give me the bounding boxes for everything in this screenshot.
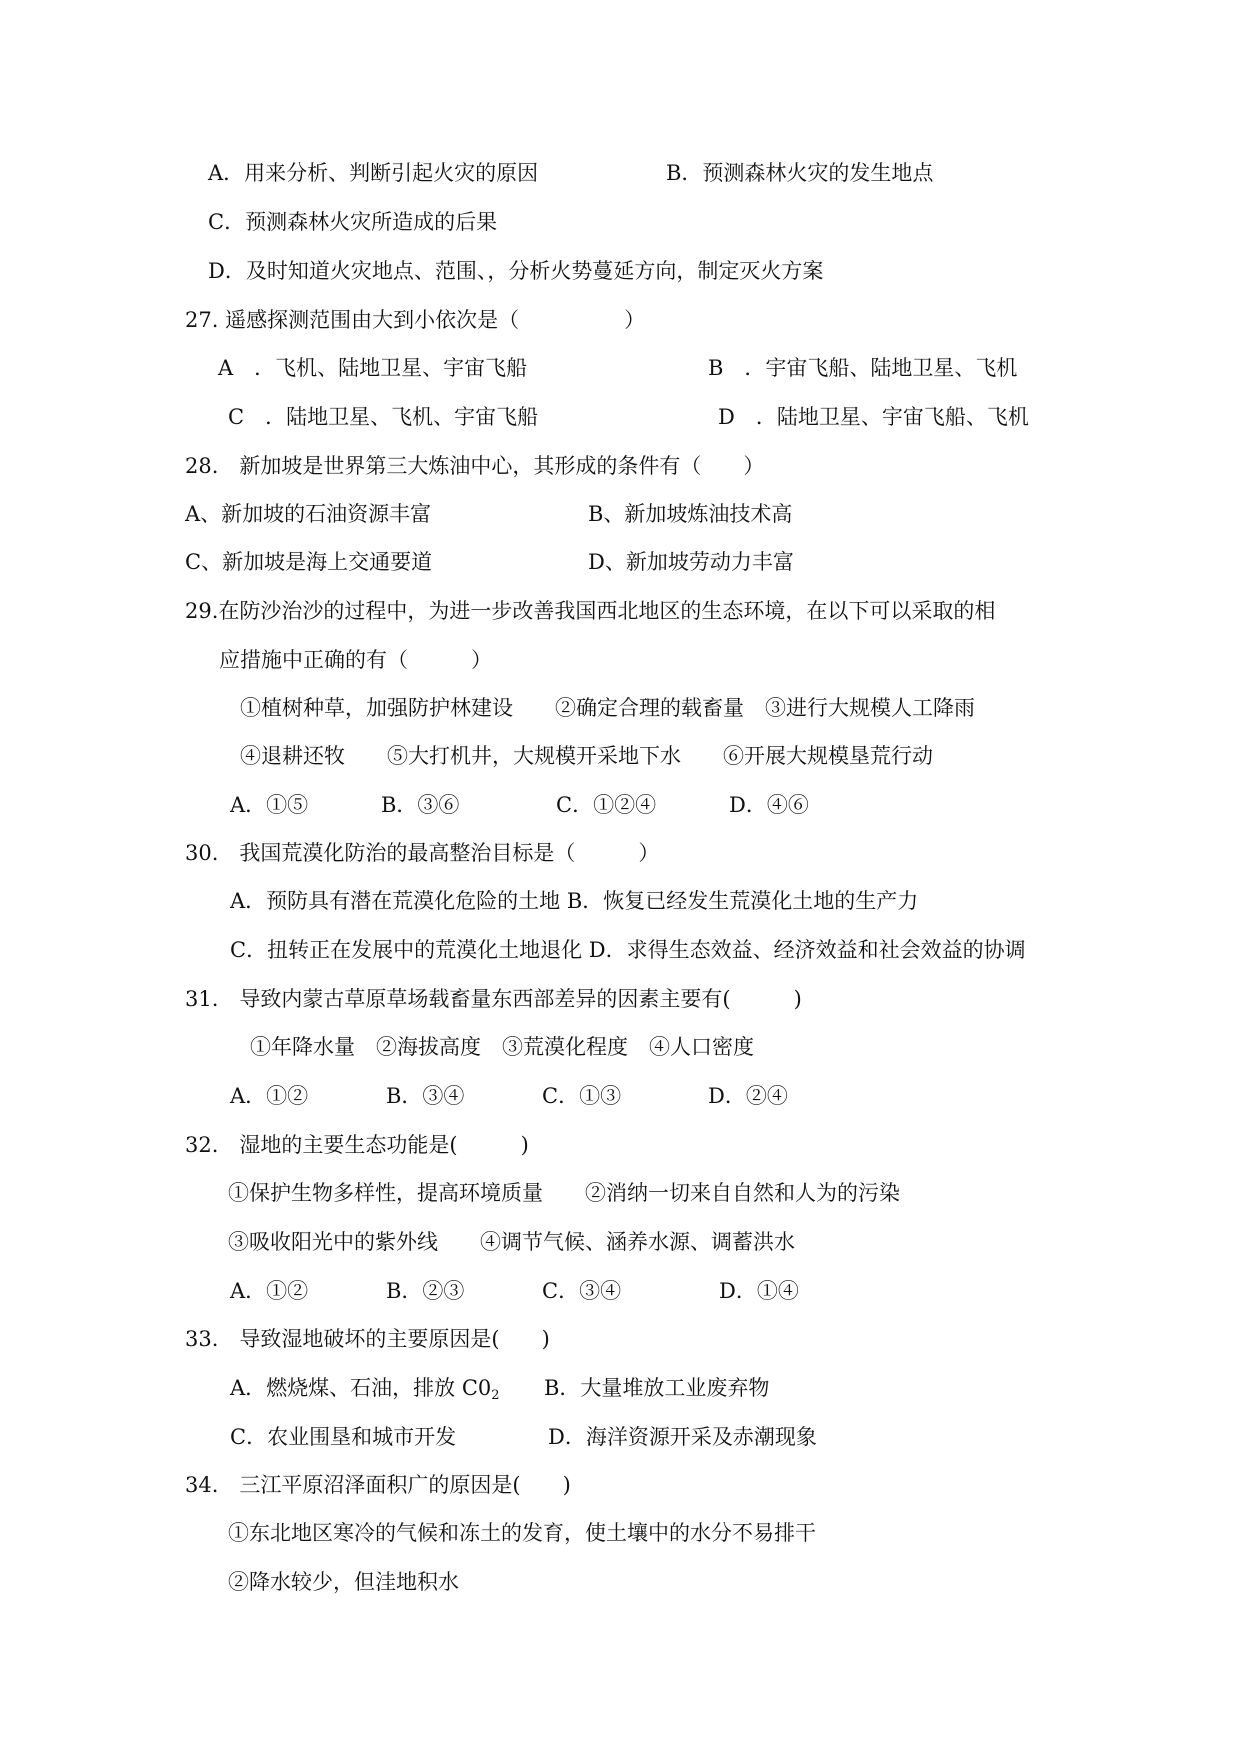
- q26-option-d: D．及时知道火灾地点、范围、，分析火势蔓延方向，制定灭火方案: [208, 259, 824, 283]
- q32-stem: 32. 湿地的主要生态功能是( ): [185, 1133, 529, 1157]
- q26-option-a: A．用来分析、判断引起火灾的原因: [208, 161, 539, 185]
- q32-items-line-2: [228, 1227, 795, 1257]
- q30-options-line-2: [230, 935, 1026, 965]
- q31-option-d: D．②④: [708, 1084, 788, 1108]
- q27-option-b: B ．宇宙飞船、陆地卫星、飞机: [708, 356, 1018, 380]
- q33-option-a-line: [230, 1373, 500, 1411]
- q34-item-1: ①东北地区寒冷的气候和冻土的发育，使土壤中的水分不易排干: [228, 1521, 816, 1545]
- q27-option-c: C ．陆地卫星、飞机、宇宙飞船: [228, 405, 539, 429]
- q29-stem-part1: 29.在防沙治沙的过程中，为进一步改善我国西北地区的生态环境，在以下可以采取的相: [185, 599, 996, 623]
- q33-option-b: B．大量堆放工业废弃物: [544, 1376, 770, 1400]
- q26-option-d-line: [208, 256, 823, 286]
- q29-option-a: A．①⑤: [230, 793, 309, 817]
- q30-stem: 30. 我国荒漠化防治的最高整治目标是（ ）: [185, 841, 660, 865]
- q29-items-1: ①植树种草，加强防护林建设 ②确定合理的载畜量 ③进行大规模人工降雨: [240, 696, 975, 720]
- q28-option-b-line: [588, 499, 792, 529]
- q26-option-a-line: [208, 158, 538, 188]
- q33-co2-subscript: 2: [491, 1388, 500, 1403]
- q31-stem: 31. 导致内蒙古草原草场载畜量东西部差异的因素主要有( ): [185, 987, 802, 1011]
- q32-option-c-line: [542, 1276, 621, 1306]
- q29-option-b: B．③⑥: [381, 793, 460, 817]
- q33-option-c: C．农业围垦和城市开发: [230, 1425, 457, 1449]
- q27-option-a: A ．飞机、陆地卫星、宇宙飞船: [218, 356, 528, 380]
- q31-stem-line: [185, 984, 802, 1014]
- q29-option-c-line: [556, 790, 656, 820]
- q27-option-a-line: [218, 353, 527, 383]
- q31-items: ①年降水量 ②海拔高度 ③荒漠化程度 ④人口密度: [250, 1035, 754, 1059]
- q32-option-b-line: [386, 1276, 464, 1306]
- q29-stem-line-1: [185, 596, 995, 626]
- q29-stem-part2: 应措施中正确的有（ ）: [219, 648, 492, 672]
- q31-option-c-line: [542, 1081, 621, 1111]
- q32-option-a-line: [230, 1276, 308, 1306]
- q29-items-2: ④退耕还牧 ⑤大打机井，大规模开采地下水 ⑥开展大规模垦荒行动: [240, 744, 933, 768]
- q28-option-a: A、新加坡的石油资源丰富: [185, 502, 432, 526]
- q28-stem-line: [185, 451, 764, 481]
- q26-option-c-line: [208, 207, 497, 237]
- q29-items-line-1: [240, 693, 975, 723]
- q29-items-line-2: [240, 741, 933, 771]
- q33-option-b-line: [544, 1373, 769, 1403]
- q26-option-c: C．预测森林火灾所造成的后果: [208, 210, 498, 234]
- q27-option-d-line: [718, 402, 1029, 432]
- q27-stem-line: [185, 305, 645, 335]
- q32-option-c: C．③④: [542, 1279, 622, 1303]
- q29-option-c: C．①②④: [556, 793, 657, 817]
- q33-option-c-line: [230, 1422, 456, 1452]
- q27-stem: 27. 遥感探测范围由大到小依次是（ ）: [185, 308, 646, 332]
- q28-option-c-line: [185, 547, 432, 577]
- q33-option-a: A．燃烧煤、石油，排放 C0: [230, 1376, 492, 1400]
- q32-option-d: D．①④: [719, 1279, 799, 1303]
- q32-items-2: ③吸收阳光中的紫外线 ④调节气候、涵养水源、调蓄洪水: [228, 1230, 795, 1254]
- q33-option-d: D．海洋资源开采及赤潮现象: [548, 1425, 817, 1449]
- q31-option-a: A．①②: [230, 1084, 309, 1108]
- q27-option-b-line: [708, 353, 1017, 383]
- q32-option-a: A．①②: [230, 1279, 309, 1303]
- q30-options-cd: C．扭转正在发展中的荒漠化土地退化 D．求得生态效益、经济效益和社会效益的协调: [230, 938, 1026, 962]
- q28-option-b: B、新加坡炼油技术高: [588, 502, 793, 526]
- q32-option-d-line: [719, 1276, 799, 1306]
- q29-option-d: D．④⑥: [729, 793, 809, 817]
- q31-items-line: [250, 1032, 754, 1062]
- q28-stem: 28. 新加坡是世界第三大炼油中心，其形成的条件有（ ）: [185, 454, 765, 478]
- q29-option-a-line: [230, 790, 308, 820]
- q30-options-line-1: [230, 886, 918, 916]
- q31-option-c: C．①③: [542, 1084, 622, 1108]
- q34-stem: 34. 三江平原沼泽面积广的原因是( ): [185, 1473, 571, 1497]
- q27-option-c-line: [228, 402, 538, 432]
- q26-option-b: B．预测森林火灾的发生地点: [666, 161, 934, 185]
- q31-option-a-line: [230, 1081, 308, 1111]
- q28-option-d: D、新加坡劳动力丰富: [588, 550, 794, 574]
- q34-item-2-line: [228, 1567, 459, 1597]
- q34-item-2: ②降水较少，但洼地积水: [228, 1570, 459, 1594]
- q31-option-b-line: [386, 1081, 464, 1111]
- q32-items-1: ①保护生物多样性，提高环境质量 ②消纳一切来自自然和人为的污染: [228, 1181, 900, 1205]
- q28-option-d-line: [588, 547, 794, 577]
- q28-option-c: C、新加坡是海上交通要道: [185, 550, 433, 574]
- q29-option-d-line: [729, 790, 809, 820]
- q31-option-b: B．③④: [386, 1084, 465, 1108]
- q33-stem-line: [185, 1324, 550, 1354]
- q27-option-d: D ．陆地卫星、宇宙飞船、飞机: [718, 405, 1029, 429]
- q29-stem-line-2: [219, 645, 492, 675]
- q30-options-ab: A．预防具有潜在荒漠化危险的土地 B．恢复已经发生荒漠化土地的生产力: [230, 889, 919, 913]
- q28-option-a-line: [185, 499, 431, 529]
- q32-items-line-1: [228, 1178, 900, 1208]
- q33-option-d-line: [548, 1422, 817, 1452]
- q34-item-1-line: [228, 1518, 816, 1548]
- q30-stem-line: [185, 838, 659, 868]
- q31-option-d-line: [708, 1081, 788, 1111]
- q29-option-b-line: [381, 790, 459, 820]
- q32-stem-line: [185, 1130, 529, 1160]
- q34-stem-line: [185, 1470, 571, 1500]
- q32-option-b: B．②③: [386, 1279, 465, 1303]
- q33-stem: 33. 导致湿地破坏的主要原因是( ): [185, 1327, 550, 1351]
- q26-option-b-line: [666, 158, 933, 188]
